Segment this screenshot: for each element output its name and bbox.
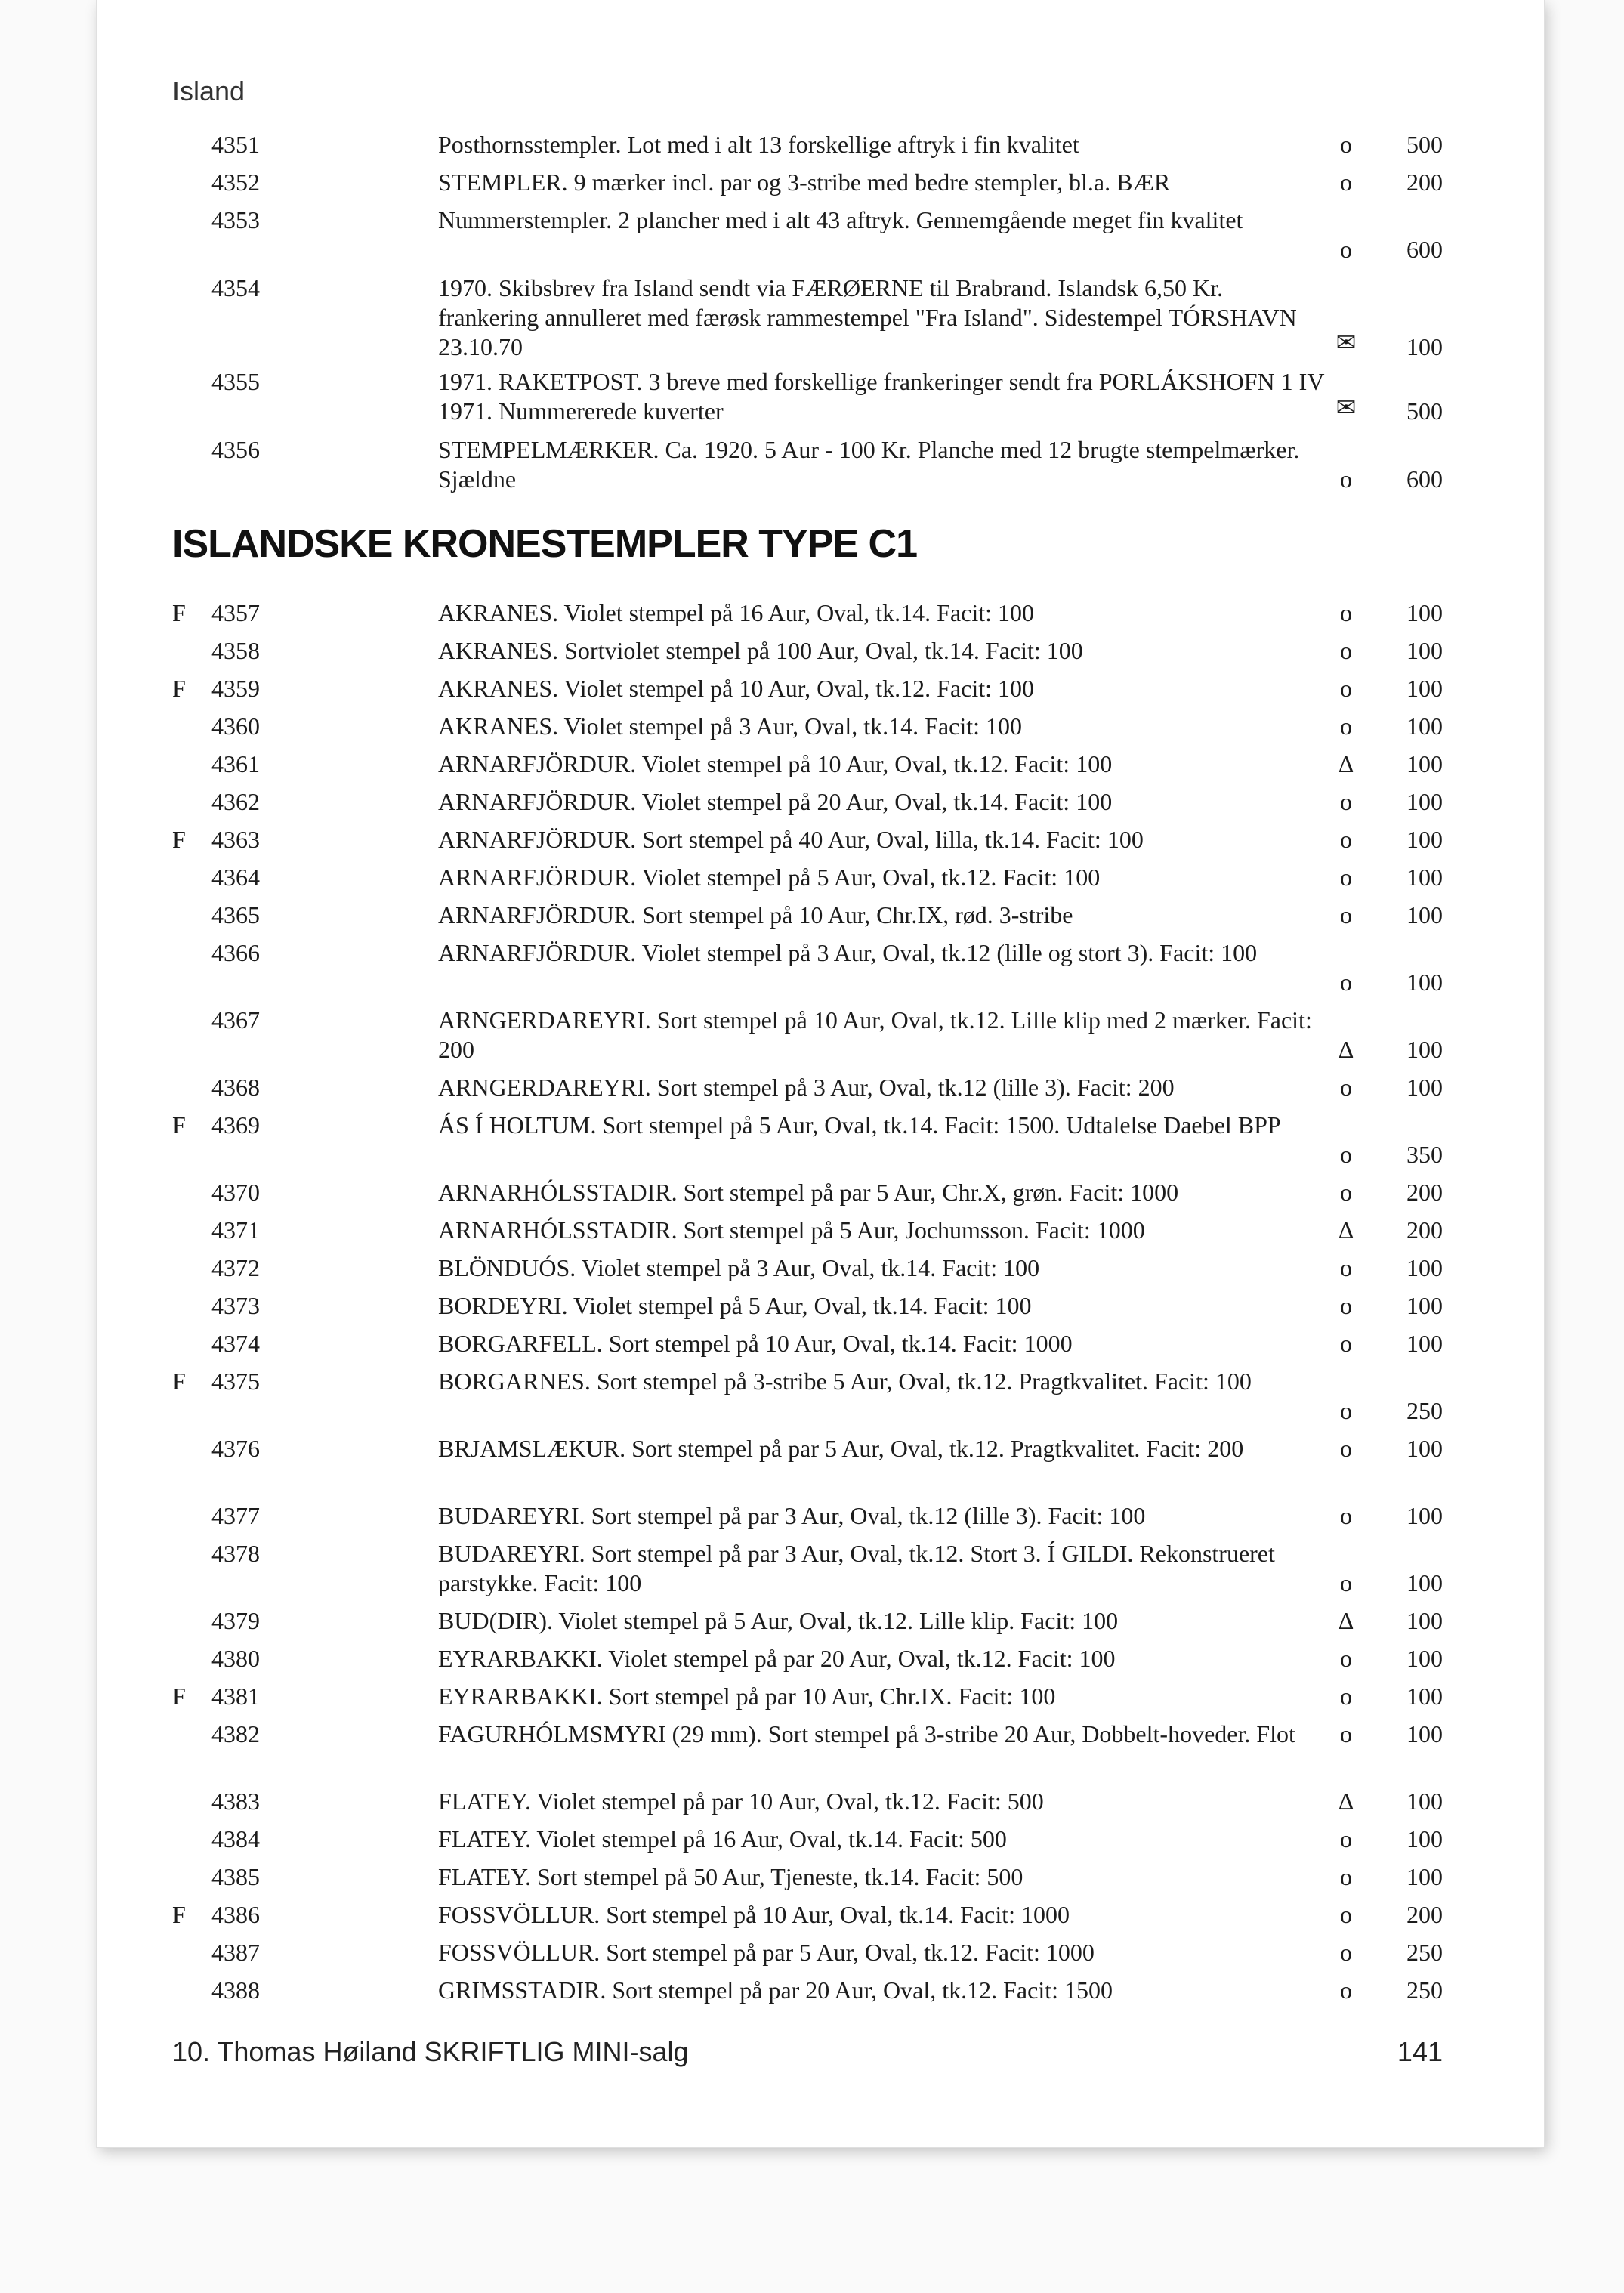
condition-symbol: o [1340, 1435, 1352, 1462]
lot-number: 4366 [211, 939, 260, 966]
lot-price: 100 [1406, 901, 1443, 929]
lot-description: BORGARNES. Sort stempel på 3-stribe 5 Aur, Oval, tk.12. Pragtkvalitet. Facit: 100 [438, 1367, 1252, 1395]
lot-number: 4352 [211, 168, 260, 196]
condition-symbol: o [1340, 1330, 1352, 1357]
lot-number: 4368 [211, 1074, 260, 1101]
lot-description: BUDAREYRI. Sort stempel på par 3 Aur, Oval, tk.12. Stort 3. Í GILDI. Rekonstrueret parstykke. Facit: 100 [438, 1540, 1275, 1596]
lot-description: ARNARFJÖRDUR. Sort stempel på 10 Aur, Chr.IX, rød. 3-stribe [438, 901, 1073, 929]
lot-price: 100 [1406, 599, 1443, 626]
condition-symbol: o [1340, 1141, 1352, 1168]
envelope-icon: ✉ [1335, 394, 1357, 421]
lot-number: 4376 [211, 1435, 260, 1462]
lot-description: STEMPELMÆRKER. Ca. 1920. 5 Aur - 100 Kr. Planche med 12 brugte stempelmærker. Sjældne [438, 436, 1300, 493]
lot-description: BORGARFELL. Sort stempel på 10 Aur, Oval, tk.14. Facit: 1000 [438, 1330, 1073, 1357]
condition-symbol: o [1340, 637, 1352, 664]
lot-description: 1970. Skibsbrev fra Island sendt via FÆRØERNE til Brabrand. Islandsk 6,50 Kr. frankering annulleret med færøsk rammestempel "Fra Island". Sidestempel TÓRSHAVN 23.10.70 [438, 274, 1297, 360]
condition-symbol: o [1340, 969, 1352, 996]
lot-price: 200 [1406, 168, 1443, 196]
lot-number: 4362 [211, 788, 260, 815]
lot-price: 100 [1406, 1788, 1443, 1815]
lot-price: 500 [1406, 397, 1443, 425]
lot-price: 600 [1406, 236, 1443, 263]
lot-price: 100 [1406, 1435, 1443, 1462]
lot-number: 4363 [211, 826, 260, 853]
lot-number: 4375 [211, 1367, 260, 1395]
condition-symbol: o [1340, 712, 1352, 740]
lot-price: 100 [1406, 1825, 1443, 1853]
lot-number: 4359 [211, 675, 260, 702]
lot-number: 4353 [211, 206, 260, 233]
lot-number: 4371 [211, 1216, 260, 1244]
condition-symbol: o [1340, 1074, 1352, 1101]
lot-flag: F [172, 675, 186, 702]
lot-price: 200 [1406, 1179, 1443, 1206]
lot-price: 250 [1406, 1976, 1443, 2004]
condition-symbol: o [1340, 1397, 1352, 1424]
lot-description: ARNGERDAREYRI. Sort stempel på 3 Aur, Oval, tk.12 (lille 3). Facit: 200 [438, 1074, 1175, 1101]
lot-number: 4365 [211, 901, 260, 929]
lot-price: 500 [1406, 131, 1443, 158]
lot-description: FOSSVÖLLUR. Sort stempel på 10 Aur, Oval, tk.14. Facit: 1000 [438, 1901, 1070, 1928]
lot-description: ARNARHÓLSSTADIR. Sort stempel på 5 Aur, Jochumsson. Facit: 1000 [438, 1216, 1145, 1244]
lot-description: FLATEY. Violet stempel på 16 Aur, Oval, tk.14. Facit: 500 [438, 1825, 1007, 1853]
condition-symbol: o [1340, 826, 1352, 853]
lot-price: 100 [1406, 675, 1443, 702]
lot-number: 4381 [211, 1683, 260, 1710]
lot-description: FAGURHÓLMSMYRI (29 mm). Sort stempel på 3-stribe 20 Aur, Dobbelt-hoveder. Flot [438, 1720, 1295, 1748]
lot-flag: F [172, 599, 186, 626]
lot-price: 100 [1406, 826, 1443, 853]
lot-price: 100 [1406, 750, 1443, 777]
lot-number: 4377 [211, 1502, 260, 1529]
lot-price: 100 [1406, 1502, 1443, 1529]
lot-description: ARNGERDAREYRI. Sort stempel på 10 Aur, Oval, tk.12. Lille klip med 2 mærker. Facit: 200 [438, 1006, 1312, 1063]
lot-flag: F [172, 1683, 186, 1710]
condition-symbol: o [1340, 1901, 1352, 1928]
lot-number: 4373 [211, 1292, 260, 1319]
lot-description: FOSSVÖLLUR. Sort stempel på par 5 Aur, Oval, tk.12. Facit: 1000 [438, 1939, 1095, 1966]
lot-flag: F [172, 826, 186, 853]
lot-number: 4354 [211, 274, 260, 301]
lot-number: 4382 [211, 1720, 260, 1748]
condition-symbol: o [1340, 1179, 1352, 1206]
condition-symbol: Δ [1338, 1036, 1354, 1063]
condition-symbol: Δ [1338, 1607, 1354, 1634]
lot-flag: F [172, 1111, 186, 1139]
lot-description: EYRARBAKKI. Sort stempel på par 10 Aur, Chr.IX. Facit: 100 [438, 1683, 1056, 1710]
condition-symbol: o [1340, 1569, 1352, 1596]
lot-number: 4370 [211, 1179, 260, 1206]
lot-number: 4364 [211, 864, 260, 891]
lot-price: 100 [1406, 1330, 1443, 1357]
condition-symbol: o [1340, 901, 1352, 929]
lot-description: ARNARHÓLSSTADIR. Sort stempel på par 5 Aur, Chr.X, grøn. Facit: 1000 [438, 1179, 1179, 1206]
lot-description: GRIMSSTADIR. Sort stempel på par 20 Aur, Oval, tk.12. Facit: 1500 [438, 1976, 1113, 2004]
lot-description: ARNARFJÖRDUR. Violet stempel på 5 Aur, Oval, tk.12. Facit: 100 [438, 864, 1101, 891]
lot-description: AKRANES. Sortviolet stempel på 100 Aur, Oval, tk.14. Facit: 100 [438, 637, 1083, 664]
condition-symbol: o [1340, 1645, 1352, 1672]
lot-number: 4355 [211, 368, 260, 395]
lot-number: 4357 [211, 599, 260, 626]
lot-number: 4386 [211, 1901, 260, 1928]
lot-description: Nummerstempler. 2 plancher med i alt 43 aftryk. Gennemgående meget fin kvalitet [438, 206, 1243, 233]
condition-symbol: o [1340, 788, 1352, 815]
lot-number: 4378 [211, 1540, 260, 1567]
lot-price: 100 [1406, 969, 1443, 996]
lot-number: 4361 [211, 750, 260, 777]
lot-number: 4379 [211, 1607, 260, 1634]
lot-description: STEMPLER. 9 mærker incl. par og 3-stribe med bedre stempler, bl.a. BÆR [438, 168, 1171, 196]
condition-symbol: o [1340, 236, 1352, 263]
lot-price: 100 [1406, 1254, 1443, 1281]
lot-price: 100 [1406, 1569, 1443, 1596]
lot-description: BUD(DIR). Violet stempel på 5 Aur, Oval, tk.12. Lille klip. Facit: 100 [438, 1607, 1119, 1634]
lot-price: 100 [1406, 788, 1443, 815]
lot-number: 4358 [211, 637, 260, 664]
lot-number: 4384 [211, 1825, 260, 1853]
lot-description: EYRARBAKKI. Violet stempel på par 20 Aur, Oval, tk.12. Facit: 100 [438, 1645, 1116, 1672]
lot-description: BORDEYRI. Violet stempel på 5 Aur, Oval, tk.14. Facit: 100 [438, 1292, 1032, 1319]
running-head: Island [172, 76, 245, 107]
lot-number: 4372 [211, 1254, 260, 1281]
lot-number: 4360 [211, 712, 260, 740]
lot-description: ARNARFJÖRDUR. Violet stempel på 10 Aur, Oval, tk.12. Facit: 100 [438, 750, 1113, 777]
lot-price: 100 [1406, 333, 1443, 360]
page-number: 141 [1397, 2036, 1443, 2067]
lot-description: ARNARFJÖRDUR. Violet stempel på 3 Aur, Oval, tk.12 (lille og stort 3). Facit: 100 [438, 939, 1258, 966]
lot-flag: F [172, 1901, 186, 1928]
lot-price: 100 [1406, 637, 1443, 664]
lot-price: 350 [1406, 1141, 1443, 1168]
lot-description: Posthornsstempler. Lot med i alt 13 forskellige aftryk i fin kvalitet [438, 131, 1079, 158]
lot-price: 200 [1406, 1216, 1443, 1244]
lot-description: AKRANES. Violet stempel på 10 Aur, Oval, tk.12. Facit: 100 [438, 675, 1035, 702]
lot-description: FLATEY. Sort stempel på 50 Aur, Tjeneste, tk.14. Facit: 500 [438, 1863, 1023, 1890]
lot-price: 250 [1406, 1939, 1443, 1966]
lot-price: 100 [1406, 1292, 1443, 1319]
lot-description: 1971. RAKETPOST. 3 breve med forskellige frankeringer sendt fra PORLÁKSHOFN 1 IV 1971. Nummererede kuverter [438, 368, 1324, 425]
lot-number: 4380 [211, 1645, 260, 1672]
lot-description: BLÖNDUÓS. Violet stempel på 3 Aur, Oval, tk.14. Facit: 100 [438, 1254, 1040, 1281]
lot-number: 4385 [211, 1863, 260, 1890]
condition-symbol: o [1340, 1863, 1352, 1890]
section-title: ISLANDSKE KRONESTEMPLER TYPE C1 [172, 522, 918, 566]
condition-symbol: Δ [1338, 750, 1354, 777]
lot-number: 4351 [211, 131, 260, 158]
lot-price: 100 [1406, 712, 1443, 740]
condition-symbol: Δ [1338, 1216, 1354, 1244]
condition-symbol: o [1340, 675, 1352, 702]
lot-price: 100 [1406, 1607, 1443, 1634]
footer-catalog-title: 10. Thomas Høiland SKRIFTLIG MINI-salg [172, 2036, 689, 2067]
lot-description: BRJAMSLÆKUR. Sort stempel på par 5 Aur, Oval, tk.12. Pragtkvalitet. Facit: 200 [438, 1435, 1244, 1462]
lot-description: AKRANES. Violet stempel på 3 Aur, Oval, tk.14. Facit: 100 [438, 712, 1023, 740]
lot-description: ARNARFJÖRDUR. Sort stempel på 40 Aur, Oval, lilla, tk.14. Facit: 100 [438, 826, 1144, 853]
condition-symbol: o [1340, 465, 1352, 493]
condition-symbol: o [1340, 1683, 1352, 1710]
lot-number: 4387 [211, 1939, 260, 1966]
condition-symbol: Δ [1338, 1788, 1354, 1815]
condition-symbol: o [1340, 1292, 1352, 1319]
lot-number: 4374 [211, 1330, 260, 1357]
condition-symbol: o [1340, 1825, 1352, 1853]
condition-symbol: o [1340, 168, 1352, 196]
condition-symbol: o [1340, 131, 1352, 158]
condition-symbol: o [1340, 599, 1352, 626]
lot-price: 100 [1406, 1036, 1443, 1063]
lot-number: 4367 [211, 1006, 260, 1034]
lot-description: ARNARFJÖRDUR. Violet stempel på 20 Aur, Oval, tk.14. Facit: 100 [438, 788, 1113, 815]
lot-price: 100 [1406, 1683, 1443, 1710]
lot-number: 4383 [211, 1788, 260, 1815]
lot-number: 4388 [211, 1976, 260, 2004]
lot-price: 600 [1406, 465, 1443, 493]
lot-price: 100 [1406, 1074, 1443, 1101]
lot-number: 4356 [211, 436, 260, 463]
lot-flag: F [172, 1367, 186, 1395]
envelope-icon: ✉ [1335, 329, 1357, 356]
condition-symbol: o [1340, 864, 1352, 891]
lot-price: 200 [1406, 1901, 1443, 1928]
lot-price: 250 [1406, 1397, 1443, 1424]
condition-symbol: o [1340, 1720, 1352, 1748]
lot-price: 100 [1406, 1645, 1443, 1672]
lot-description: AKRANES. Violet stempel på 16 Aur, Oval, tk.14. Facit: 100 [438, 599, 1035, 626]
lot-price: 100 [1406, 1863, 1443, 1890]
lot-price: 100 [1406, 864, 1443, 891]
condition-symbol: o [1340, 1939, 1352, 1966]
lot-price: 100 [1406, 1720, 1443, 1748]
lot-number: 4369 [211, 1111, 260, 1139]
lot-description: FLATEY. Violet stempel på par 10 Aur, Oval, tk.12. Facit: 500 [438, 1788, 1044, 1815]
lot-description: ÁS Í HOLTUM. Sort stempel på 5 Aur, Oval, tk.14. Facit: 1500. Udtalelse Daebel BPP [438, 1111, 1281, 1139]
lot-description: BUDAREYRI. Sort stempel på par 3 Aur, Oval, tk.12 (lille 3). Facit: 100 [438, 1502, 1146, 1529]
condition-symbol: o [1340, 1254, 1352, 1281]
condition-symbol: o [1340, 1976, 1352, 2004]
condition-symbol: o [1340, 1502, 1352, 1529]
